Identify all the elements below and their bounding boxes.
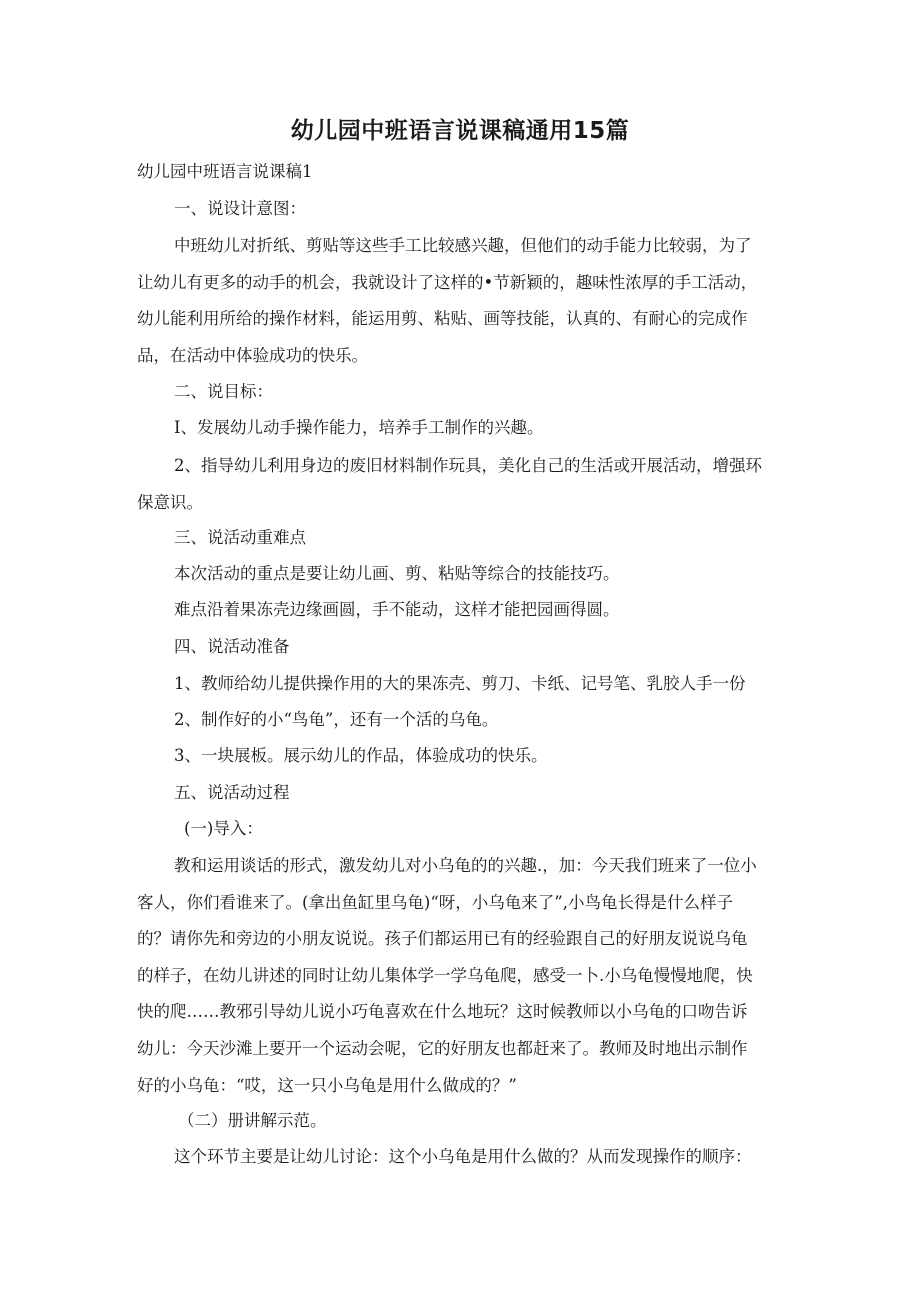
key-point-line: 本次活动的重点是要让幼儿画、剪、粘贴等综合的技能技巧。 [174,564,620,583]
section-heading-goals: 二、说目标： [174,382,273,401]
paragraph-line: 品，在活动中体验成功的快乐。 [137,345,368,365]
paragraph-line: 客人，你们看谁来了。(拿出鱼缸里乌龟)“呀，小乌龟来了”,小鸟龟长得是什么样子 [137,892,733,912]
document-subtitle: 幼儿园中班语言说课稿1 [137,162,313,181]
preparation-item-1: 1、教师给幼儿提供操作用的大的果冻壳、剪刀、卡纸、记号笔、乳胶人手一份 [174,674,746,693]
section-heading-preparation: 四、说活动准备 [174,637,290,656]
paragraph-line: 保意识。 [137,492,203,512]
paragraph-line: 的？请你先和旁边的小朋友说说。孩子们都运用已有的经验跟自己的好朋友说说乌龟 [137,929,748,949]
preparation-item-3: 3、一块展板。展示幼儿的作品，体验成功的快乐。 [174,746,548,765]
preparation-item-2: 2、制作好的小“鸟龟”，还有一个活的乌龟。 [174,710,499,729]
paragraph-line: 让幼儿有更多的动手的机会，我就设计了这样的•节新颖的，趣味性浓厚的手工活动， [137,272,758,292]
paragraph-line: 幼儿能利用所给的操作材料，能运用剪、粘贴、画等技能，认真的、有耐心的完成作 [137,309,748,329]
paragraph-line: 幼儿：今天沙滩上要开一个运动会呢，它的好朋友也都赶来了。教师及时地出示制作 [137,1038,748,1058]
paragraph-line: 好的小乌龟：“哎，这一只小乌龟是用什么做成的？” [137,1075,517,1095]
document-title: 幼儿园中班语言说课稿通用15篇 [290,118,630,144]
goal-item-1: I、发展幼儿动手操作能力，培养手工制作的兴趣。 [174,418,544,437]
process-subheading-intro: (一)导入： [184,819,263,838]
paragraph-design-intent [137,228,779,374]
paragraph-line: 的样子，在幼儿讲述的同时让幼儿集体学一学乌龟爬，感受一卜.小乌龟慢慢地爬，快 [137,965,753,985]
paragraph-line: 2、指导幼儿利用身边的废旧材料制作玩具，美化自己的生活或开展活动，增强环 [174,456,762,475]
difficulty-line: 难点沿着果冻壳边缘画圆，手不能动，这样才能把园画得圆。 [174,600,620,619]
demo-paragraph-line: 这个环节主要是让幼儿讨论：这个小乌龟是用什么做的？从而发现操作的顺序： [174,1147,752,1166]
section-heading-design-intent: 一、说设计意图： [174,199,306,218]
paragraph-line: 中班幼儿对折纸、剪贴等这些手工比较感兴趣，但他们的动手能力比较弱，为了 [174,236,752,255]
paragraph-line: 快的爬……教邪引导幼儿说小巧龟喜欢在什么地玩？这时候教师以小乌龟的口吻告诉 [137,1002,748,1022]
goal-item-2 [137,448,779,521]
section-heading-process: 五、说活动过程 [174,783,290,802]
paragraph-intro [137,848,779,1104]
section-heading-key-points: 三、说活动重难点 [174,528,306,547]
process-subheading-demo: （二）册讲解示范。 [178,1111,327,1130]
paragraph-line: 教和运用谈话的形式，激发幼儿对小乌龟的的兴趣.，加：今天我们班来了一位小 [174,856,757,875]
